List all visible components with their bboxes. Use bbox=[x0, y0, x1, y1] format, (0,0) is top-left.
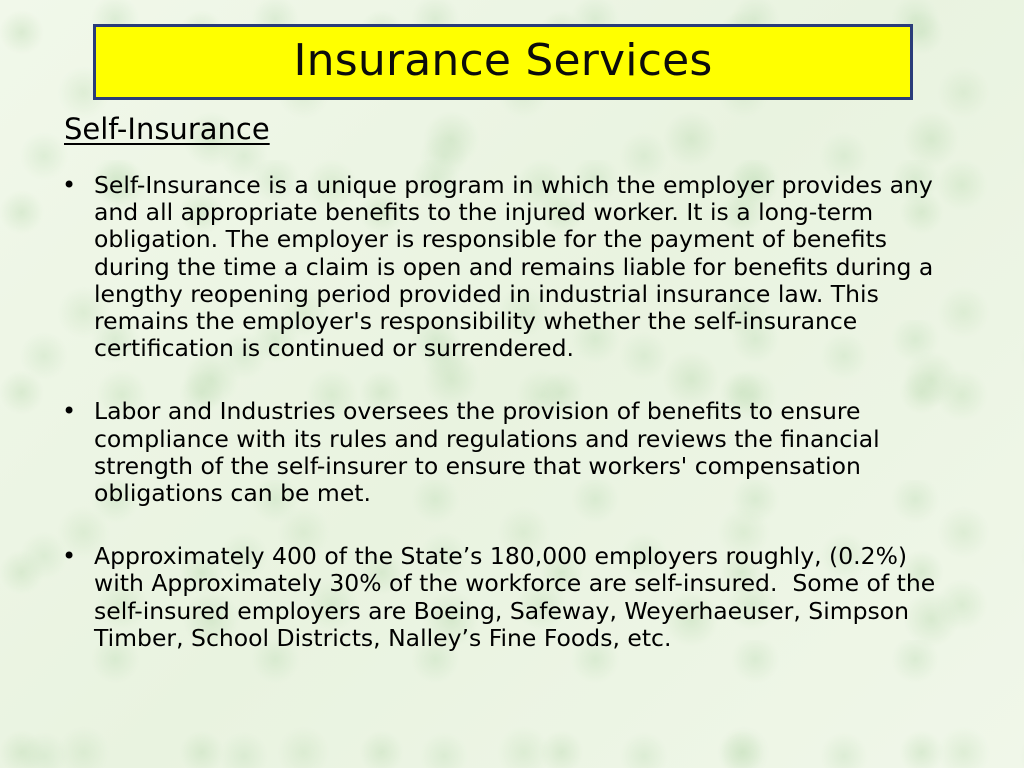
slide-title: Insurance Services bbox=[293, 35, 713, 86]
bullet-text: Labor and Industries oversees the provision of benefits to ensure compliance with its rules and regulations and reviews the financial strength of the self-insurer to ensure that workers' compensation obligations can be met. bbox=[94, 397, 888, 508]
bullet-text: Approximately 400 of the State’s 180,000 employers roughly, (0.2%) with Approximately 30% of the workforce are self-insured. Some of the self-insured employers are Boeing, Safeway, Weyerhaeuser, Simpson Timber, School Districts, Nalley’s Fine Foods, etc. bbox=[94, 542, 943, 652]
bullet-list bbox=[62, 172, 962, 652]
bullet-text: Self-Insurance is a unique program in which the employer provides any and all appropriate benefits to the injured worker. It is a long-term obligation. The employer is responsible for the payment of benefits during the time a claim is open and remains liable for benefits during a lengthy reopening period provided in industrial insurance law. This remains the employer's responsibility whether the self-insurance certification is continued or surrendered. bbox=[94, 171, 941, 363]
bullet-point-icon: • bbox=[62, 397, 77, 426]
section-heading: Self-Insurance bbox=[64, 112, 270, 146]
bullet-point-icon: • bbox=[62, 542, 77, 571]
title-box bbox=[93, 24, 913, 100]
bullet-item-self-insurance-definition bbox=[62, 172, 962, 362]
bullet-item-labor-industries-oversight bbox=[62, 398, 962, 507]
bullet-item-self-insured-employers bbox=[62, 543, 962, 652]
bullet-point-icon: • bbox=[62, 171, 77, 199]
